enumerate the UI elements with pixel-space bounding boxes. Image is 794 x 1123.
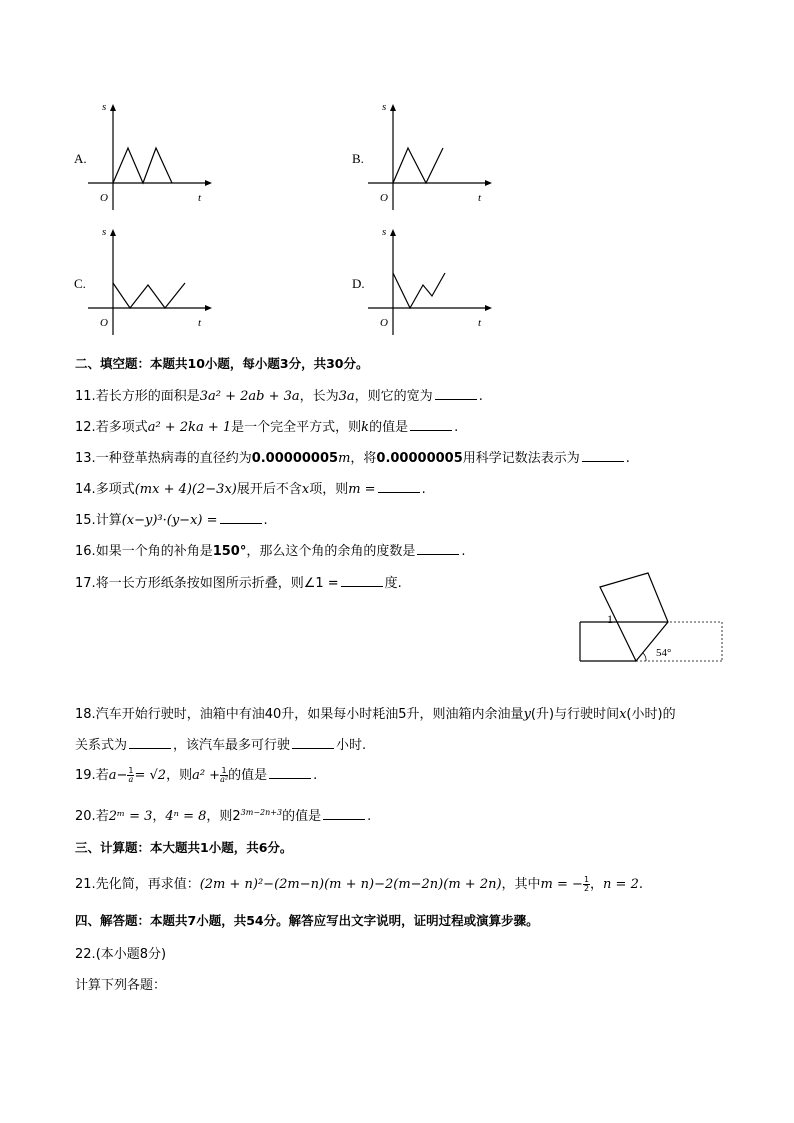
answer-blank[interactable] xyxy=(417,544,459,555)
option-c-graph xyxy=(88,223,218,343)
question-21: 21.先化简，再求值：(2m + n)²−(2m−n)(m + n)−2(m−2n)(m + 2n)，其中m = − $\frac{1}{2}$ ，n = 2. xyxy=(75,875,643,893)
option-c-label: C. xyxy=(74,276,86,291)
axis-t: t xyxy=(478,317,482,329)
answer-blank[interactable] xyxy=(129,738,171,749)
section-2-title: 二、填空题：本题共10小题，每小题3分，共30分。 xyxy=(75,356,369,371)
question-17: 17.将一长方形纸条按如图所示折叠，则∠1 = 度. xyxy=(75,576,402,591)
answer-blank[interactable] xyxy=(582,451,624,462)
axis-t: t xyxy=(198,317,202,329)
answer-blank[interactable] xyxy=(220,513,262,524)
question-11: 11.若长方形的面积是3a² + 2ab + 3a，长为3a，则它的宽为 . xyxy=(75,389,483,404)
question-19: 19.若a− $\frac{1}{a}$ = √2，则a² + $\frac{1}{\text{a²}}$ 的值是 . xyxy=(75,766,318,784)
axis-s: s xyxy=(102,226,107,238)
section-4-title: 四、解答题：本题共7小题，共54分。解答应写出文字说明，证明过程或演算步骤。 xyxy=(75,913,539,928)
option-b-graph xyxy=(368,98,498,218)
answer-blank[interactable] xyxy=(410,420,452,431)
folded-strip-figure xyxy=(570,565,730,670)
axis-t: t xyxy=(198,192,202,204)
section-3-title: 三、计算题：本大题共1小题，共6分。 xyxy=(75,840,293,855)
question-13: 13.一种登革热病毒的直径约为0.00000005m，将0.00000005用科学记数法表示为 . xyxy=(75,451,630,466)
angle-54-label: 54° xyxy=(656,647,672,659)
question-15: 15.计算(x−y)³·(y−x) = . xyxy=(75,513,268,528)
question-22: 22.(本小题8分) xyxy=(75,947,167,962)
option-a-label: A. xyxy=(74,151,87,166)
answer-blank[interactable] xyxy=(292,738,334,749)
origin: O xyxy=(380,317,388,329)
axis-s: s xyxy=(382,101,387,113)
question-22-sub: 计算下列各题： xyxy=(75,978,167,993)
answer-blank[interactable] xyxy=(378,482,420,493)
question-20: 20.若2ᵐ = 3，4ⁿ = 8，则$2^{3m-2n+3}$的值是 . xyxy=(75,808,372,824)
question-18: 18.汽车开始行驶时，油箱中有油40升，如果每小时耗油5升，则油箱内余油量y(升)与行驶时间x(小时)的 xyxy=(75,707,676,722)
option-d-graph xyxy=(368,223,498,343)
axis-s: s xyxy=(382,226,387,238)
answer-blank[interactable] xyxy=(435,389,477,400)
origin: O xyxy=(100,192,108,204)
option-b-label: B. xyxy=(352,151,364,166)
question-14: 14.多项式(mx + 4)(2−3x)展开后不含x项，则m = . xyxy=(75,482,426,497)
origin: O xyxy=(380,192,388,204)
angle-1-label: 1 xyxy=(607,612,613,626)
axis-t: t xyxy=(478,192,482,204)
question-12: 12.若多项式a² + 2ka + 1是一个完全平方式，则k的值是 . xyxy=(75,420,459,435)
answer-blank[interactable] xyxy=(341,576,383,587)
option-a-graph xyxy=(88,98,218,218)
axis-s: s xyxy=(102,101,107,113)
question-18-line-2: 关系式为 ，该汽车最多可行驶 小时. xyxy=(75,738,367,753)
answer-blank[interactable] xyxy=(323,809,365,820)
answer-blank[interactable] xyxy=(269,768,311,779)
option-d-label: D. xyxy=(352,276,365,291)
origin: O xyxy=(100,317,108,329)
question-16: 16.如果一个角的补角是150°，那么这个角的余角的度数是 . xyxy=(75,544,466,559)
